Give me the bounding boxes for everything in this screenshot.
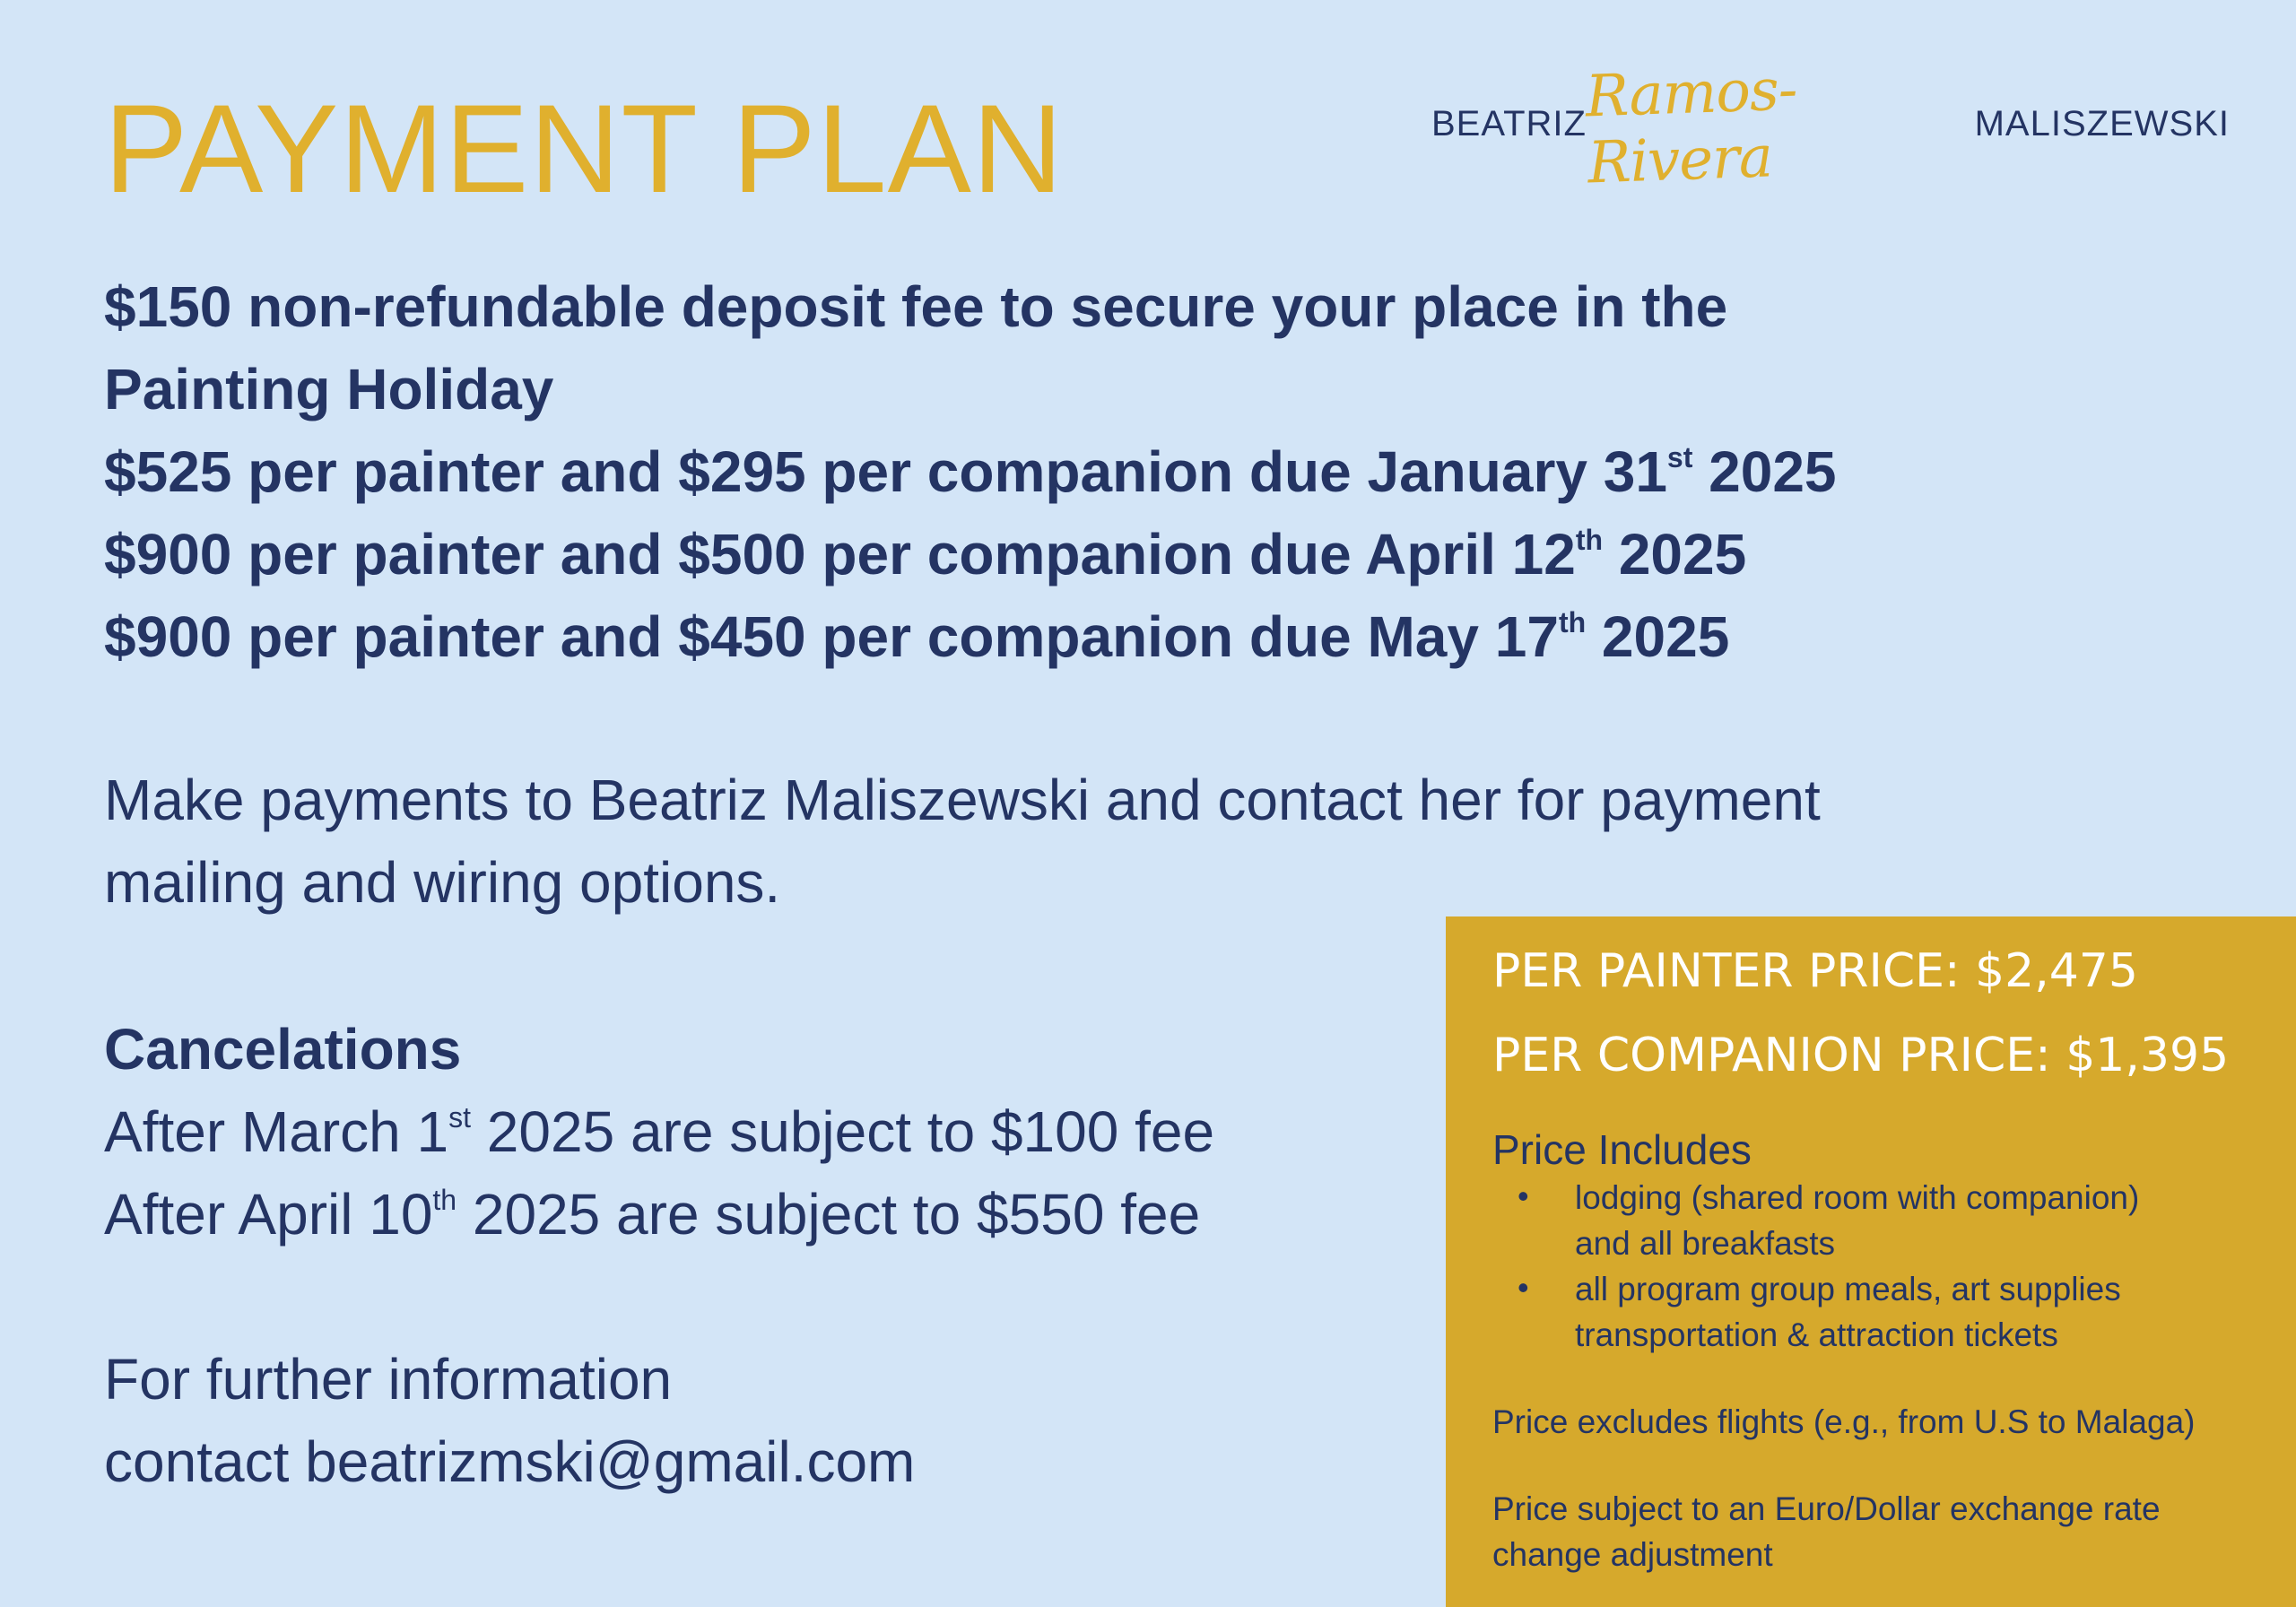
brand-signature: Ramos-Rivera bbox=[1584, 56, 1798, 197]
list-item-line-1: lodging (shared room with companion) bbox=[1575, 1179, 2140, 1216]
payment-instructions-line-2: mailing and wiring options. bbox=[104, 850, 781, 915]
page-title: PAYMENT PLAN bbox=[104, 78, 1065, 219]
cancelation-heading: Cancelations bbox=[104, 1017, 462, 1081]
contact-line-1: For further information bbox=[104, 1347, 673, 1412]
includes-heading: Price Includes bbox=[1492, 1126, 1752, 1173]
list-item-line-2: transportation & attraction tickets bbox=[1575, 1316, 2058, 1353]
deposit-statement bbox=[104, 265, 2059, 348]
schedule-item bbox=[104, 430, 2059, 513]
bullet-icon: • bbox=[1518, 1269, 1529, 1306]
cancelation-policy bbox=[104, 1008, 1413, 1255]
list-item-line-2: and all breakfasts bbox=[1575, 1225, 1836, 1262]
brand-last-name: MALISZEWSKI bbox=[1974, 103, 2230, 143]
brand-logo bbox=[1431, 56, 2230, 197]
deposit-line-2: Painting Holiday bbox=[104, 357, 554, 421]
cancelation-item-ordinal: th bbox=[432, 1183, 457, 1216]
includes-list bbox=[1492, 1175, 2296, 1358]
schedule-item-year: 2025 bbox=[1603, 522, 1747, 586]
companion-price: PER COMPANION PRICE: $1,395 bbox=[1492, 1029, 2230, 1082]
schedule-item bbox=[104, 513, 2059, 595]
schedule-item-year: 2025 bbox=[1586, 604, 1730, 669]
contact-info bbox=[104, 1338, 1413, 1503]
list-item-line-1: all program group meals, art supplies bbox=[1575, 1271, 2121, 1307]
list-item bbox=[1492, 1175, 2296, 1266]
schedule-item-text: $900 per painter and $500 per companion due April 12 bbox=[104, 522, 1576, 586]
payment-instructions-line-1: Make payments to Beatriz Maliszewski and contact her for payment bbox=[104, 768, 1821, 832]
schedule-item-text: $900 per painter and $450 per companion due May 17 bbox=[104, 604, 1559, 669]
cancelation-item-text: After April 10 bbox=[104, 1182, 433, 1247]
exchange-rate-note bbox=[1492, 1486, 2296, 1577]
exchange-rate-line-1: Price subject to an Euro/Dollar exchange rate bbox=[1492, 1490, 2161, 1527]
painter-price: PER PAINTER PRICE: $2,475 bbox=[1492, 944, 2138, 998]
schedule-item-ordinal: st bbox=[1666, 440, 1693, 473]
payment-instructions bbox=[104, 759, 2167, 924]
schedule-item bbox=[104, 595, 2059, 678]
exchange-rate-line-2: change adjustment bbox=[1492, 1536, 1773, 1573]
bullet-icon: • bbox=[1518, 1177, 1529, 1214]
brand-first-name: BEATRIZ bbox=[1431, 103, 1587, 143]
schedule-item-text: $525 per painter and $295 per companion due January 31 bbox=[104, 439, 1667, 504]
cancelation-item-fee: 2025 are subject to $100 fee bbox=[471, 1099, 1215, 1164]
cancelation-item-ordinal: st bbox=[448, 1100, 472, 1134]
price-excludes-note: Price excludes flights (e.g., from U.S to Malaga) bbox=[1492, 1403, 2196, 1440]
cancelation-item-fee: 2025 are subject to $550 fee bbox=[457, 1182, 1201, 1247]
list-item bbox=[1492, 1266, 2296, 1358]
schedule-item-ordinal: th bbox=[1558, 605, 1587, 638]
cancelation-item-text: After March 1 bbox=[104, 1099, 449, 1164]
deposit-line-1: $150 non-refundable deposit fee to secure your place in the bbox=[104, 274, 1728, 339]
contact-email: contact beatrizmski@gmail.com bbox=[104, 1429, 916, 1494]
cancelation-item bbox=[104, 1173, 1413, 1255]
schedule-item-ordinal: th bbox=[1575, 523, 1604, 556]
cancelation-item bbox=[104, 1090, 1413, 1173]
schedule-item-year: 2025 bbox=[1692, 439, 1837, 504]
payment-schedule bbox=[104, 348, 2059, 678]
price-box bbox=[1446, 916, 2296, 1607]
